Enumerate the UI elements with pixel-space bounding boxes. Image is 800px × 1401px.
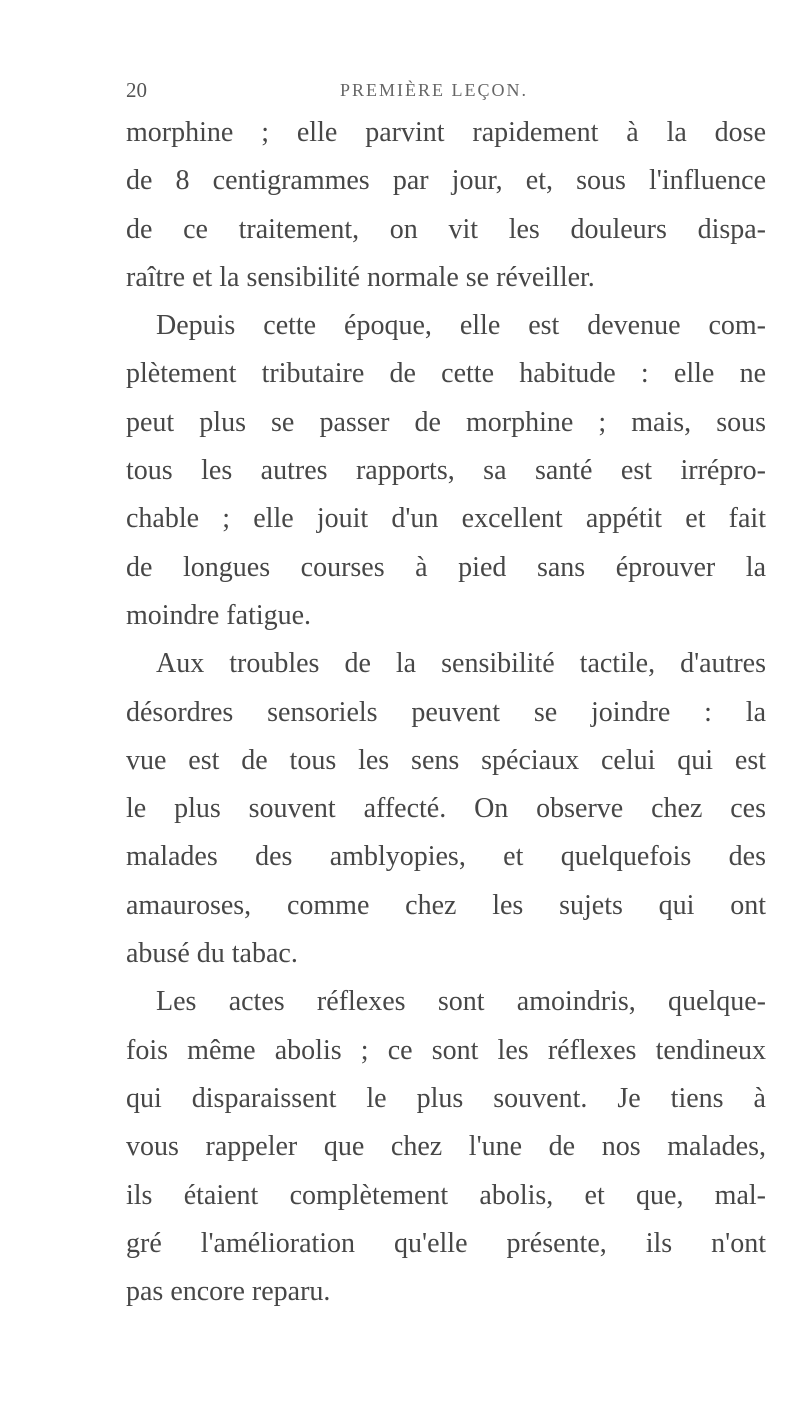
text-line: pas encore reparu. [126, 1276, 331, 1308]
text-line: fois même abolis ; ce sont les réflexes tendineux [126, 1034, 766, 1066]
text-line: moindre fatigue. [126, 599, 312, 631]
text-line: de 8 centigrammes par jour, et, sous l'influence [126, 165, 766, 197]
text-line: chable ; elle jouit d'un excellent appétit et fait [126, 503, 766, 535]
text-line: gré l'amélioration qu'elle présente, ils n'ont [126, 1227, 766, 1259]
text-line: morphine ; elle parvint rapidement à la dose [126, 117, 766, 148]
text-line: plètement tributaire de cette habitude : elle ne [126, 358, 766, 390]
text-line: vue est de tous les sens spéciaux celui qui est [126, 744, 766, 776]
paragraph-start: Depuis cette époque, elle est devenue com- [156, 310, 766, 342]
text-line: désordres sensoriels peuvent se joindre : la [126, 696, 766, 728]
text-line: de longues courses à pied sans éprouver la [126, 551, 766, 583]
chapter-title: PREMIÈRE LEÇON. [340, 80, 529, 100]
text-line: amauroses, comme chez les sujets qui ont [126, 889, 766, 921]
text-line: raître et la sensibilité normale se réveiller. [126, 261, 595, 293]
paragraph-start: Aux troubles de la sensibilité tactile, d'autres [156, 648, 766, 680]
body-text [126, 109, 766, 1316]
text-line: de ce traitement, on vit les douleurs dispa- [126, 213, 766, 245]
running-head [126, 78, 766, 108]
text-line: abusé du tabac. [126, 938, 298, 970]
text-line: vous rappeler que chez l'une de nos malades, [126, 1131, 766, 1163]
text-line: ils étaient complètement abolis, et que, mal- [126, 1179, 766, 1211]
page-number: 20 [126, 78, 147, 102]
paragraph-start: Les actes réflexes sont amoindris, quelque- [156, 986, 766, 1018]
text-line: qui disparaissent le plus souvent. Je tiens à [126, 1082, 766, 1114]
text-line: peut plus se passer de morphine ; mais, sous [126, 406, 766, 438]
text-line: tous les autres rapports, sa santé est irrépro- [126, 455, 766, 487]
text-line: malades des amblyopies, et quelquefois des [126, 841, 766, 873]
text-line: le plus souvent affecté. On observe chez ces [126, 793, 766, 825]
